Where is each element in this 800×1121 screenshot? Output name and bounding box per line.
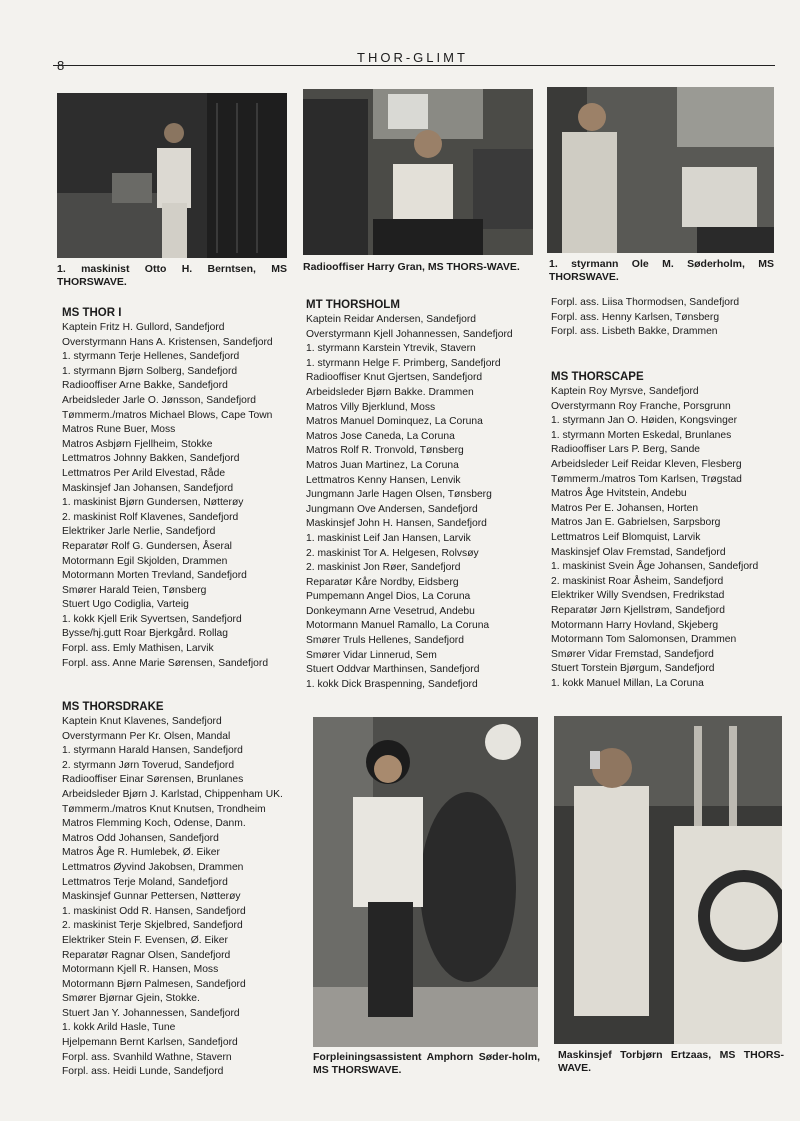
crew-member: Forpl. ass. Henny Karlsen, Tønsberg [551,311,720,323]
crew-member: Arbeidsleder Bjørn Bakke. Drammen [306,386,474,398]
section-heading: MT THORSHOLM [306,299,400,311]
crew-member: Matros Asbjørn Fjellheim, Stokke [62,438,213,450]
crew-member: 2. maskinist Tor A. Helgesen, Rolvsøy [306,547,479,559]
crew-member: 1. maskinist Svein Åge Johansen, Sandefjord [551,561,759,573]
crew-list-thorsdrake [62,700,283,1080]
crew-member: Maskinsjef Gunnar Pettersen, Nøtterøy [62,891,241,903]
crew-member: Lettmatros Per Arild Elvestad, Råde [62,467,226,479]
crew-member: Matros Juan Martinez, La Coruna [306,459,459,471]
crew-member: Smører Vidar Linnerud, Sem [306,649,437,661]
crew-member: Maskinsjef John H. Hansen, Sandefjord [306,518,487,530]
crew-member: Radiooffiser Lars P. Berg, Sande [551,444,701,456]
crew-member: Pumpemann Angel Dios, La Coruna [306,591,471,603]
crew-member: Jungmann Jarle Hagen Olsen, Tønsberg [306,489,492,501]
crew-member: Lettmatros Terje Moland, Sandefjord [62,876,228,888]
crew-member: Hjelpemann Bernt Karlsen, Sandefjord [62,1037,238,1049]
crew-member: Lettmatros Kenny Hansen, Lenvik [306,474,461,486]
masthead-title: THOR-GLIMT [357,50,468,65]
crew-member: Donkeymann Arne Vesetrud, Andebu [306,605,475,617]
crew-member: Arbeidsleder Jarle O. Jønsson, Sandefjord [62,394,257,406]
crew-member: 1. styrmann Karstein Ytrevik, Stavern [306,343,476,355]
crew-member: 2. maskinist Rolf Klavenes, Sandefjord [62,511,239,523]
crew-member: Kaptein Roy Myrsve, Sandefjord [551,386,699,397]
crew-member: Matros Rune Buer, Moss [62,424,176,436]
crew-member: Stuert Ugo Codiglia, Varteig [62,599,189,611]
crew-member: 1. kokk Manuel Millan, La Coruna [551,677,704,689]
photo-first-mate-soderholm [547,87,774,253]
crew-list-thorscape [551,370,758,691]
crew-member: Tømmerm./matros Michael Blows, Cape Town [62,409,273,421]
crew-member: Motormann Morten Trevland, Sandefjord [62,570,247,582]
caption-amphorn: Forpleiningsassistent Amphorn Søder-holm, MS THORSWAVE. [313,1051,540,1076]
crew-member: Lettmatros Johnny Bakken, Sandefjord [62,453,240,465]
crew-member: Matros Manuel Dominquez, La Coruna [306,416,483,428]
caption-berntsen: 1. maskinist Otto H. Berntsen, MS THORSWAVE. [57,263,287,288]
crew-member: 1. styrmann Jan O. Høiden, Kongsvinger [551,415,738,427]
crew-member: 1. kokk Arild Hasle, Tune [62,1022,176,1034]
crew-member: Forpl. ass. Anne Marie Sørensen, Sandefjord [62,657,269,669]
crew-list-thor-i [62,306,273,671]
crew-member: Arbeidsleder Leif Reidar Kleven, Flesberg [551,458,742,470]
crew-member: 1. styrmann Helge F. Primberg, Sandefjord [306,357,501,369]
crew-member: 2. maskinist Roar Åsheim, Sandefjord [551,575,724,587]
crew-member: 1. styrmann Morten Eskedal, Brunlanes [551,429,732,441]
crew-member: Motormann Egil Skjolden, Drammen [62,555,228,567]
crew-member: Matros Flemming Koch, Odense, Danm. [62,818,246,830]
photo-engineer-berntsen [57,93,287,258]
crew-member: Reparatør Rolf G. Gundersen, Åseral [62,540,232,552]
crew-member: 2. maskinist Jon Røer, Sandefjord [306,562,461,574]
section-heading: MS THORSDRAKE [62,701,164,713]
crew-member: Radiooffiser Knut Gjertsen, Sandefjord [306,372,483,384]
crew-member: Arbeidsleder Bjørn J. Karlstad, Chippenham UK. [62,788,283,800]
crew-member: Motormann Harry Hovland, Skjeberg [551,619,719,631]
crew-member: Forpl. ass. Liisa Thormodsen, Sandefjord [551,297,740,308]
crew-member: 1. styrmann Terje Hellenes, Sandefjord [62,351,240,363]
crew-member: Smører Vidar Fremstad, Sandefjord [551,648,714,660]
crew-member: 1. kokk Dick Braspenning, Sandefjord [306,678,478,690]
crew-member: 1. styrmann Bjørn Solberg, Sandefjord [62,365,238,377]
crew-member: Motormann Kjell R. Hansen, Moss [62,964,219,976]
crew-member: Matros Per E. Johansen, Horten [551,502,699,514]
crew-member: Overstyrmann Kjell Johannessen, Sandefjord [306,328,513,340]
crew-member: Reparatør Jørn Kjellstrøm, Sandefjord [551,604,725,616]
crew-member: Tømmerm./matros Knut Knutsen, Trondheim [62,803,266,815]
photo-chief-engineer-ertzaas [554,716,782,1044]
crew-member: Forpl. ass. Emly Mathisen, Larvik [62,643,214,655]
crew-member: Kaptein Fritz H. Gullord, Sandefjord [62,322,225,333]
crew-member: Kaptein Knut Klavenes, Sandefjord [62,716,222,727]
crew-member: Motormann Manuel Ramallo, La Coruna [306,620,490,632]
crew-member: Radiooffiser Arne Bakke, Sandefjord [62,380,228,392]
crew-member: Bysse/hj.gutt Roar Bjerkgård. Rollag [62,628,228,640]
crew-member: Kaptein Reidar Andersen, Sandefjord [306,314,477,325]
crew-member: 2. styrmann Jørn Toverud, Sandefjord [62,759,235,771]
crew-member: Matros Rolf R. Tronvold, Tønsberg [306,445,464,457]
caption-soderholm: 1. styrmann Ole M. Søderholm, MS THORSWAVE. [549,258,774,283]
crew-member: Forpl. ass. Svanhild Wathne, Stavern [62,1051,232,1063]
crew-list-thorsholm [306,298,513,692]
header-rule [53,65,775,66]
crew-member: Reparatør Ragnar Olsen, Sandefjord [62,949,231,961]
crew-member: Matros Villy Bjerklund, Moss [306,401,436,413]
crew-member: Matros Åge R. Humlebek, Ø. Eiker [62,847,220,859]
caption-gran: Radiooffiser Harry Gran, MS THORS-WAVE. [303,261,520,273]
crew-member: 1. kokk Kjell Erik Syvertsen, Sandefjord [62,613,242,625]
crew-member: Maskinsjef Jan Johansen, Sandefjord [62,482,234,494]
photo-steward-amphorn [313,717,538,1047]
crew-member: Smører Truls Hellenes, Sandefjord [306,635,464,647]
crew-member: Elektriker Willy Svendsen, Fredrikstad [551,590,725,602]
crew-member: Matros Jan E. Gabrielsen, Sarpsborg [551,517,721,529]
crew-member: Stuert Torstein Bjørgum, Sandefjord [551,663,715,675]
crew-member: Motormann Bjørn Palmesen, Sandefjord [62,978,246,990]
crew-member: Lettmatros Leif Blomquist, Larvik [551,531,701,543]
crew-member: Stuert Jan Y. Johannessen, Sandefjord [62,1007,240,1019]
crew-member: Overstyrmann Roy Franche, Porsgrunn [551,400,731,412]
crew-member: Matros Åge Hvitstein, Andebu [551,488,687,500]
crew-member: Forpl. ass. Lisbeth Bakke, Drammen [551,326,718,338]
crew-member: Reparatør Kåre Nordby, Eidsberg [306,576,459,588]
crew-member: Radiooffiser Einar Sørensen, Brunlanes [62,774,244,786]
crew-member: 1. maskinist Leif Jan Hansen, Larvik [306,532,471,544]
crew-member: Smører Harald Teien, Tønsberg [62,584,207,596]
crew-member: 1. maskinist Bjørn Gundersen, Nøtterøy [62,497,244,509]
crew-member: Smører Bjørnar Gjein, Stokke. [62,993,200,1005]
crew-member: Elektriker Jarle Nerlie, Sandefjord [62,526,216,538]
crew-member: Overstyrmann Per Kr. Olsen, Mandal [62,730,231,742]
crew-member: Maskinsjef Olav Fremstad, Sandefjord [551,546,726,558]
crew-list-thorsholm-continued [551,296,739,340]
crew-member: Overstyrmann Hans A. Kristensen, Sandefjord [62,336,273,348]
crew-member: Elektriker Stein F. Evensen, Ø. Eiker [62,934,228,946]
crew-member: Matros Jose Caneda, La Coruna [306,430,455,442]
crew-member: Motormann Tom Salomonsen, Drammen [551,634,737,646]
crew-member: Forpl. ass. Heidi Lunde, Sandefjord [62,1066,224,1078]
page-number: 8 [57,58,65,73]
crew-member: Matros Odd Johansen, Sandefjord [62,832,219,844]
crew-member: 2. maskinist Terje Skjelbred, Sandefjord [62,920,243,932]
caption-ertzaas: Maskinsjef Torbjørn Ertzaas, MS THORS-WAVE. [558,1049,784,1074]
crew-member: Stuert Oddvar Marthinsen, Sandefjord [306,664,480,676]
section-heading: MS THOR I [62,307,122,319]
crew-member: Tømmerm./matros Tom Karlsen, Trøgstad [551,473,742,485]
crew-member: Jungmann Ove Andersen, Sandefjord [306,503,478,515]
crew-member: 1. maskinist Odd R. Hansen, Sandefjord [62,905,246,917]
photo-radio-officer-gran [303,89,533,255]
section-heading: MS THORSCAPE [551,371,644,383]
crew-member: 1. styrmann Harald Hansen, Sandefjord [62,745,243,757]
crew-member: Lettmatros Øyvind Jakobsen, Drammen [62,861,244,873]
